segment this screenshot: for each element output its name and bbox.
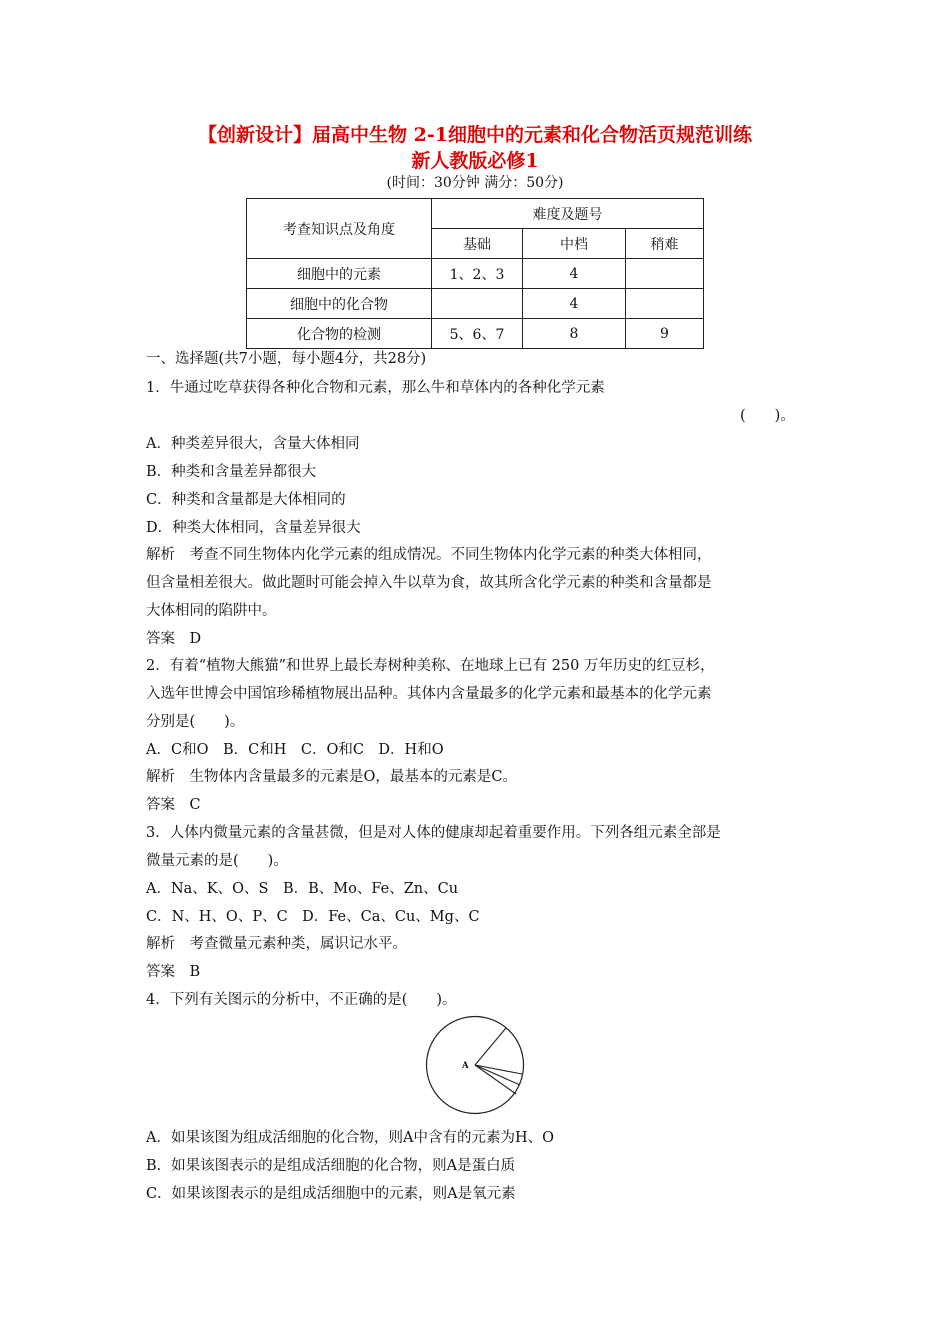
q3-stem-1: 3．人体内微量元素的含量甚微，但是对人体的健康却起着重要作用。下列各组元素全部是 [146, 825, 721, 841]
row-topic: 化合物的检测 [247, 319, 432, 349]
row-medium: 8 [523, 319, 626, 349]
q3-answer: 答案 B [146, 964, 201, 980]
q2-answer: 答案 C [146, 797, 201, 813]
knowledge-table [246, 198, 704, 349]
q4-stem: 4．下列有关图示的分析中，不正确的是( )。 [146, 992, 457, 1008]
q1-answer: 答案 D [146, 631, 202, 647]
row-basic [432, 289, 523, 319]
q3-analysis: 解析 考查微量元素种类，属识记水平。 [146, 936, 407, 952]
document-title-line-1: 【创新设计】届高中生物 2-1细胞中的元素和化合物活页规范训练 [198, 124, 752, 146]
q1-analysis-1: 解析 考查不同生物体内化学元素的组成情况。不同生物体内化学元素的种类大体相同， [146, 547, 712, 563]
header-topic: 考查知识点及角度 [247, 199, 432, 259]
q3-options-1: A．Na、K、O、S B．B、Mo、Fe、Zn、Cu [146, 881, 459, 897]
pie-label-a: A [462, 1060, 469, 1070]
q1-option-a: A．种类差异很大，含量大体相同 [146, 436, 360, 452]
q2-options: A．C和O B．C和H C．O和C D．H和O [146, 742, 444, 758]
subheader-medium: 中档 [523, 229, 626, 259]
table-row [247, 289, 704, 319]
q2-stem-1: 2．有着“植物大熊猫”和世界上最长寿树种美称、在地球上已有 250 万年历史的红豆杉， [146, 658, 715, 674]
subheader-basic: 基础 [432, 229, 523, 259]
q4-option-a: A．如果该图为组成活细胞的化合物，则A中含有的元素为H、O [146, 1130, 554, 1146]
subheader-hard: 稍难 [626, 229, 704, 259]
q4-option-b: B．如果该图表示的是组成活细胞的化合物，则A是蛋白质 [146, 1158, 516, 1174]
q1-stem: 1．牛通过吃草获得各种化合物和元素，那么牛和草体内的各种化学元素 [146, 380, 605, 396]
section-heading: 一、选择题(共7小题，每小题4分，共28分) [146, 351, 427, 367]
header-difficulty: 难度及题号 [432, 199, 704, 229]
q2-stem-3: 分别是( )。 [146, 714, 245, 730]
q1-option-c: C．种类和含量都是大体相同的 [146, 492, 346, 508]
q1-analysis-2: 但含量相差很大。做此题时可能会掉入牛以草为食，故其所含化学元素的种类和含量都是 [146, 575, 712, 591]
q3-stem-2: 微量元素的是( )。 [146, 853, 288, 869]
row-hard [626, 259, 704, 289]
row-hard [626, 289, 704, 319]
document-title-line-2: 新人教版必修1 [411, 150, 539, 172]
table-row [247, 319, 704, 349]
pie-divider-line [475, 1065, 520, 1085]
q1-option-b: B．种类和含量差异都很大 [146, 464, 317, 480]
q2-analysis: 解析 生物体内含量最多的元素是O，最基本的元素是C。 [146, 769, 517, 785]
pie-figure [424, 1014, 526, 1116]
row-basic: 1、2、3 [432, 259, 523, 289]
row-basic: 5、6、7 [432, 319, 523, 349]
q1-option-d: D．种类大体相同，含量差异很大 [146, 520, 361, 536]
row-hard: 9 [626, 319, 704, 349]
q1-answer-bracket: ( )。 [740, 408, 795, 424]
row-topic: 细胞中的元素 [247, 259, 432, 289]
q4-option-c: C．如果该图表示的是组成活细胞中的元素，则A是氧元素 [146, 1186, 516, 1202]
q3-options-2: C．N、H、O、P、C D．Fe、Ca、Cu、Mg、C [146, 909, 480, 925]
time-score-note: (时间：30分钟 满分：50分) [386, 175, 564, 191]
row-topic: 细胞中的化合物 [247, 289, 432, 319]
row-medium: 4 [523, 259, 626, 289]
q2-stem-2: 入选年世博会中国馆珍稀植物展出品种。其体内含量最多的化学元素和最基本的化学元素 [146, 686, 712, 702]
pie-divider-line [475, 1028, 506, 1065]
row-medium: 4 [523, 289, 626, 319]
q1-analysis-3: 大体相同的陷阱中。 [146, 603, 277, 619]
table-row [247, 259, 704, 289]
